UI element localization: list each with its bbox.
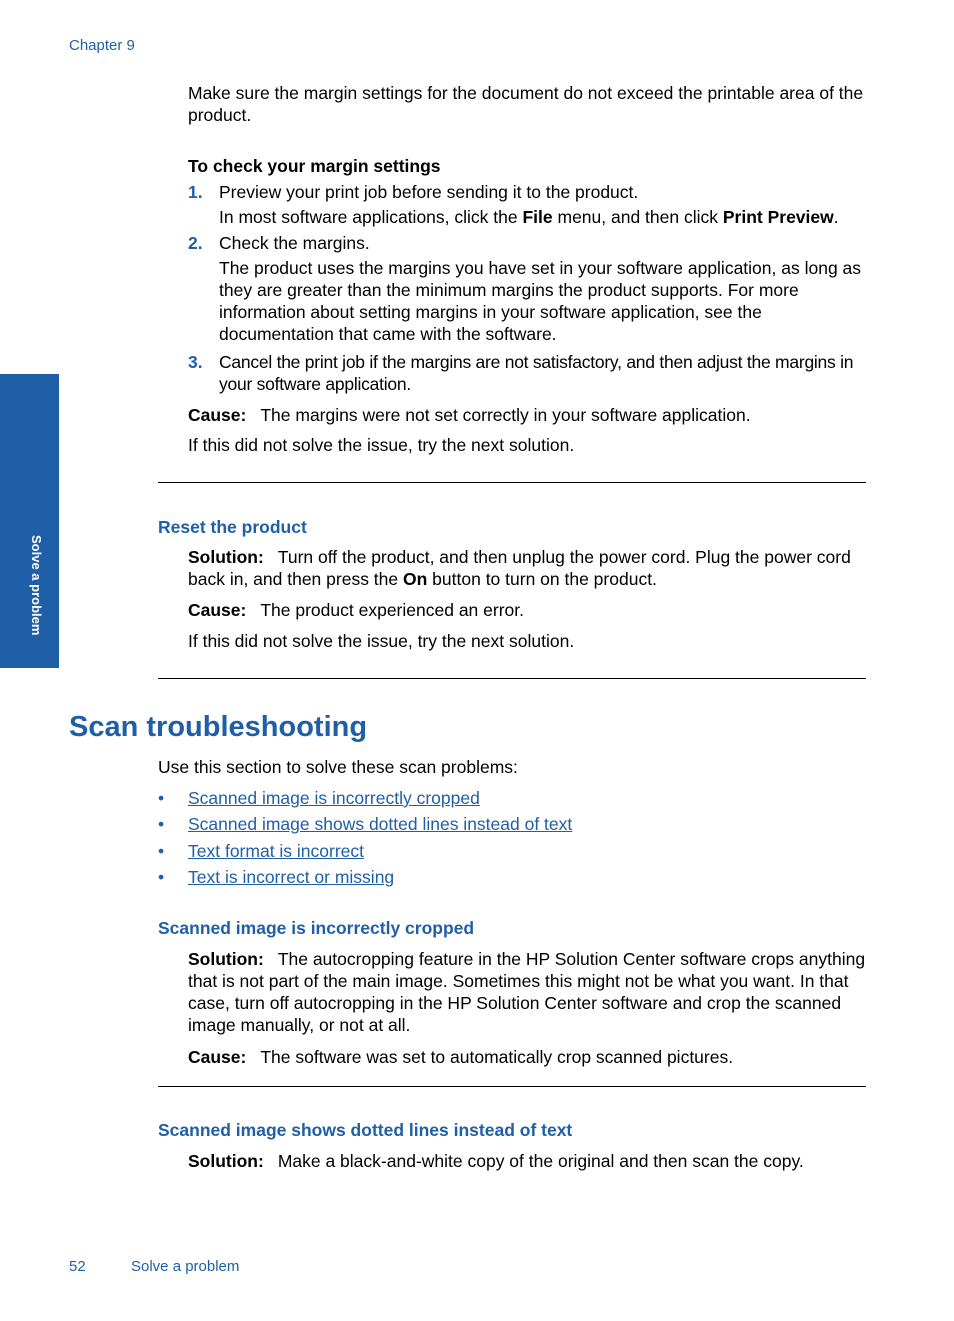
scan-intro: Use this section to solve these scan problems: — [158, 757, 518, 777]
cause-text: The product experienced an error. — [260, 600, 524, 620]
chapter-header: Chapter 9 — [69, 37, 135, 54]
margin-cause — [188, 404, 868, 426]
file-menu-name: File — [522, 207, 553, 227]
link-dotted-lines[interactable]: Scanned image shows dotted lines instead of text — [188, 814, 573, 834]
bullet-marker: • — [158, 788, 165, 808]
step-number: 1. — [188, 182, 203, 202]
cause-label: Cause: — [188, 600, 247, 620]
link-text-missing[interactable]: Text is incorrect or missing — [188, 867, 395, 887]
step-detail: The product uses the margins you have set in your software application, as long as they are greater than the minimum margins the product supports. For more information about setting margins in your software application, see the documentation that came with the software. — [219, 258, 862, 344]
on-button-name: On — [403, 569, 428, 589]
page-number: 52 — [69, 1258, 86, 1275]
cropped-heading: Scanned image is incorrectly cropped — [158, 918, 475, 938]
solution-text: The autocropping feature in the HP Solution Center software crops anything that is not part of the main image. Sometimes this might not be what you want. In that case, turn off autocropping in the HP Solution Center software and crop the scanned image manually, or not at all. — [188, 949, 866, 1035]
next-solution-text: If this did not solve the issue, try the next solution. — [188, 435, 575, 455]
step-main: Check the margins. — [219, 233, 370, 253]
bullet-marker: • — [158, 867, 165, 887]
section-divider — [158, 1086, 866, 1087]
step-number: 2. — [188, 233, 203, 253]
step-main: Cancel the print job if the margins are not satisfactory, and then adjust the margins in your software application. — [219, 352, 854, 394]
solution-text: Turn off the product, and then unplug the power cord. Plug the power cord back in, and then press the — [188, 547, 851, 589]
link-incorrectly-cropped[interactable]: Scanned image is incorrectly cropped — [188, 788, 480, 808]
step-detail-text: . — [833, 207, 839, 227]
scan-title: Scan troubleshooting — [69, 711, 368, 743]
solution-label: Solution: — [188, 1151, 264, 1171]
cause-label: Cause: — [188, 1047, 247, 1067]
dotted-solution — [188, 1150, 868, 1172]
reset-solution — [188, 546, 868, 590]
cause-label: Cause: — [188, 405, 247, 425]
reset-cause — [188, 599, 868, 621]
solution-text: button to turn on the product. — [427, 569, 657, 589]
step-detail — [219, 206, 869, 228]
reset-heading: Reset the product — [158, 517, 307, 537]
margin-check-heading: To check your margin settings — [188, 156, 441, 176]
step-detail-text: In most software applications, click the — [219, 207, 523, 227]
print-preview-name: Print Preview — [722, 207, 834, 227]
margin-paragraph: Make sure the margin settings for the document do not exceed the printable area of the product. — [188, 83, 864, 125]
section-divider — [158, 482, 866, 483]
section-divider — [158, 678, 866, 679]
step-main: Preview your print job before sending it to the product. — [219, 182, 639, 202]
cropped-solution — [188, 948, 868, 1036]
step-number: 3. — [188, 352, 203, 372]
solution-label: Solution: — [188, 949, 264, 969]
step-detail-text: menu, and then click — [552, 207, 723, 227]
link-text-format[interactable]: Text format is incorrect — [188, 841, 365, 861]
side-tab-label: Solve a problem — [29, 535, 44, 636]
cause-text: The margins were not set correctly in your software application. — [260, 405, 751, 425]
solution-text: Make a black-and-white copy of the original and then scan the copy. — [277, 1151, 804, 1171]
next-solution-text: If this did not solve the issue, try the next solution. — [188, 631, 575, 651]
bullet-marker: • — [158, 841, 165, 861]
bullet-marker: • — [158, 814, 165, 834]
cropped-cause — [188, 1046, 868, 1068]
dotted-heading: Scanned image shows dotted lines instead of text — [158, 1120, 573, 1140]
footer-section: Solve a problem — [131, 1258, 240, 1275]
solution-label: Solution: — [188, 547, 264, 567]
cause-text: The software was set to automatically crop scanned pictures. — [260, 1047, 734, 1067]
